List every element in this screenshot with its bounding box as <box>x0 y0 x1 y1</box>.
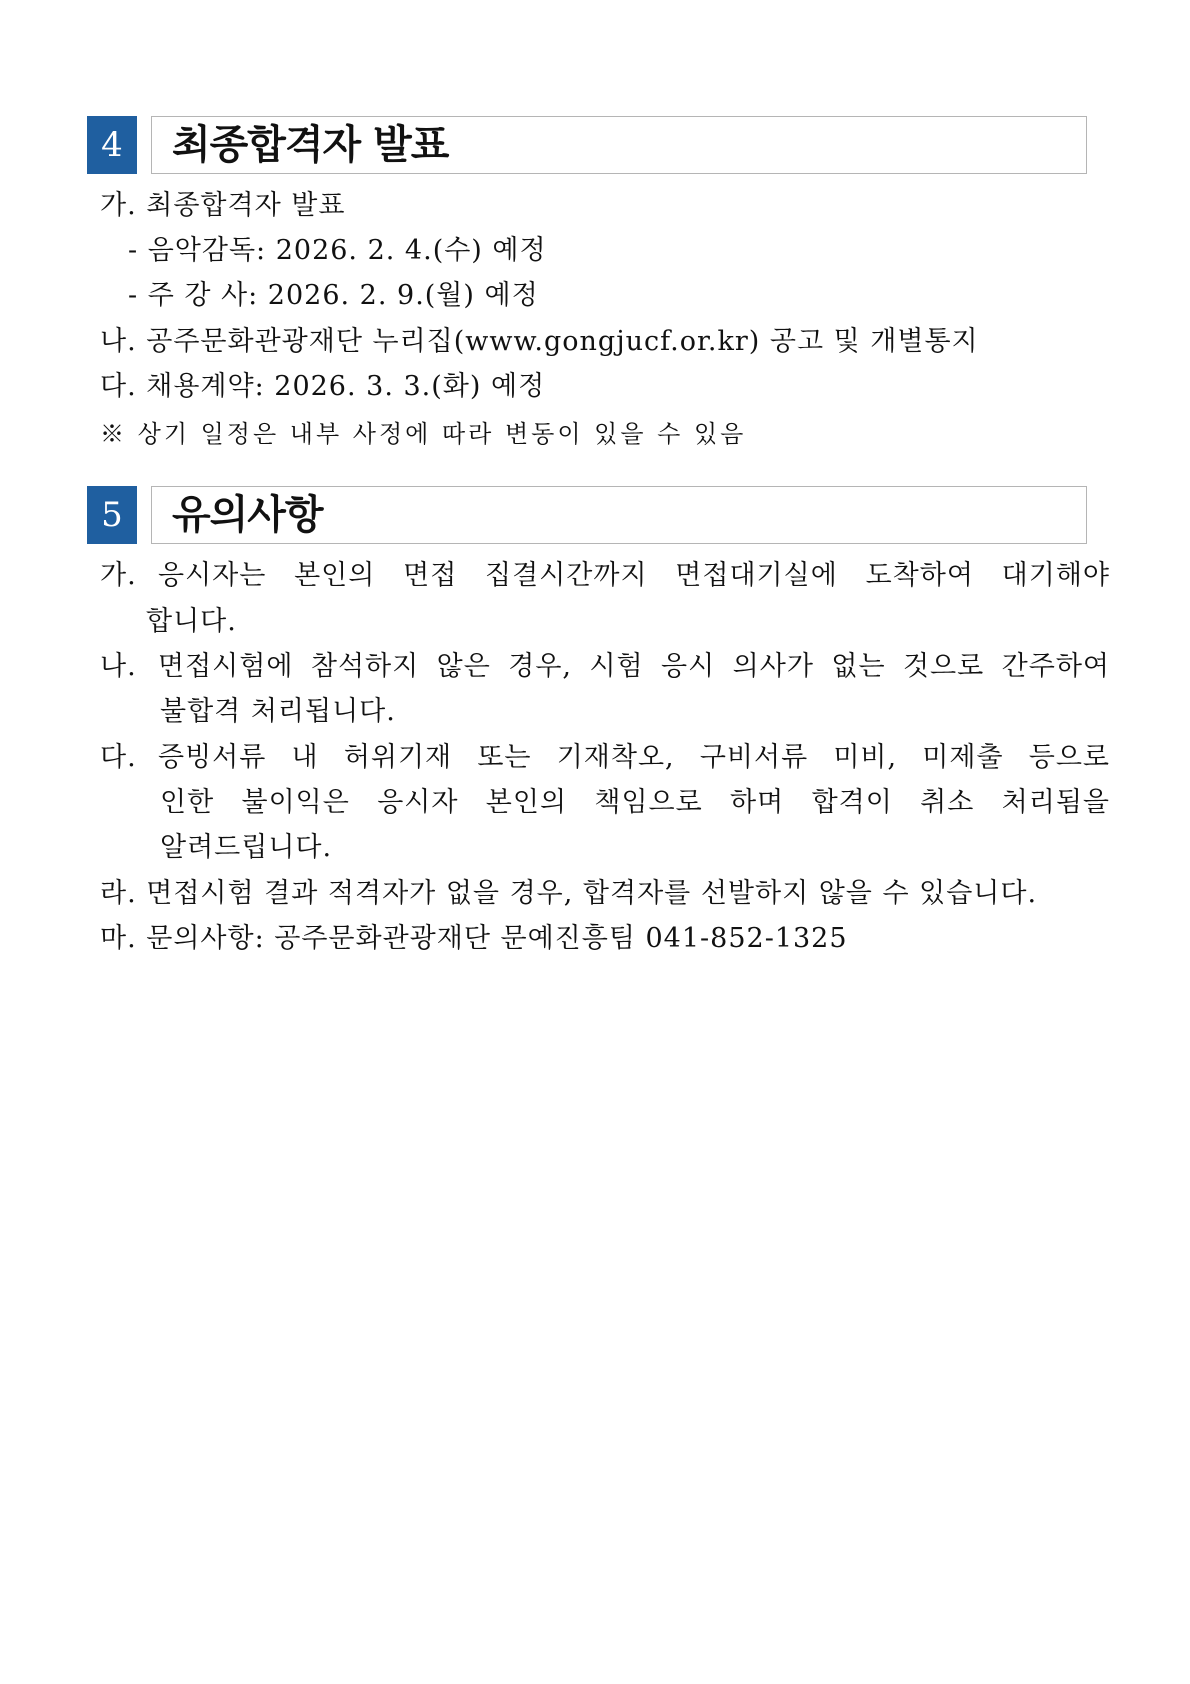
list-item-a-line1: 응시자는 본인의 면접 집결시간까지 면접대기실에 도착하여 대기해야 <box>158 560 1110 591</box>
list-item-a-line2: 합니다. <box>146 606 237 637</box>
section-number-badge: 5 <box>87 486 137 544</box>
list-item-b-line2: 불합격 처리됩니다. <box>160 696 396 727</box>
item-marker: 다. <box>100 371 137 402</box>
item-marker: 가. <box>100 190 137 221</box>
list-item-b-line1: 면접시험에 참석하지 않은 경우, 시험 응시 의사가 없는 것으로 간주하여 <box>158 651 1110 682</box>
sub-item-music-director: - 음악감독: 2026. 2. 4.(수) 예정 <box>128 235 547 266</box>
section-header-final-announcement <box>87 116 1087 174</box>
item-marker: 나. <box>100 651 137 682</box>
section-title: 최종합격자 발표 <box>172 122 449 168</box>
list-item-c-line2: 인한 불이익은 응시자 본인의 책임으로 하며 합격이 취소 처리됨을 <box>160 787 1110 818</box>
item-text: 최종합격자 발표 <box>146 190 346 221</box>
list-item-c <box>100 369 545 405</box>
list-item-e <box>100 921 848 957</box>
item-text: 문의사항: 공주문화관광재단 문예진흥팀 041-852-1325 <box>146 923 848 954</box>
schedule-change-note: ※ 상기 일정은 내부 사정에 따라 변동이 있을 수 있음 <box>100 420 747 448</box>
item-marker: 가. <box>100 560 137 591</box>
item-marker: 마. <box>100 923 137 954</box>
section-title-box <box>151 116 1087 174</box>
item-text: 면접시험 결과 적격자가 없을 경우, 합격자를 선발하지 않을 수 있습니다. <box>146 878 1038 909</box>
section-header-notes <box>87 486 1087 544</box>
item-text: 채용계약: 2026. 3. 3.(화) 예정 <box>146 371 546 402</box>
item-marker: 다. <box>100 742 137 773</box>
list-item-d <box>100 876 1037 912</box>
sub-item-main-instructor: - 주 강 사: 2026. 2. 9.(월) 예정 <box>128 280 539 311</box>
item-marker: 나. <box>100 326 137 357</box>
section-number-badge: 4 <box>87 116 137 174</box>
list-item-c-line3: 알려드립니다. <box>160 832 333 863</box>
section-title-box <box>151 486 1087 544</box>
item-marker: 라. <box>100 878 137 909</box>
list-item-c-line1: 증빙서류 내 허위기재 또는 기재착오, 구비서류 미비, 미제출 등으로 <box>158 742 1110 773</box>
item-text: 공주문화관광재단 누리집(www.gongjucf.or.kr) 공고 및 개별통지 <box>146 326 979 357</box>
list-item-a <box>100 188 345 224</box>
list-item-b <box>100 324 979 360</box>
section-title: 유의사항 <box>172 492 323 538</box>
